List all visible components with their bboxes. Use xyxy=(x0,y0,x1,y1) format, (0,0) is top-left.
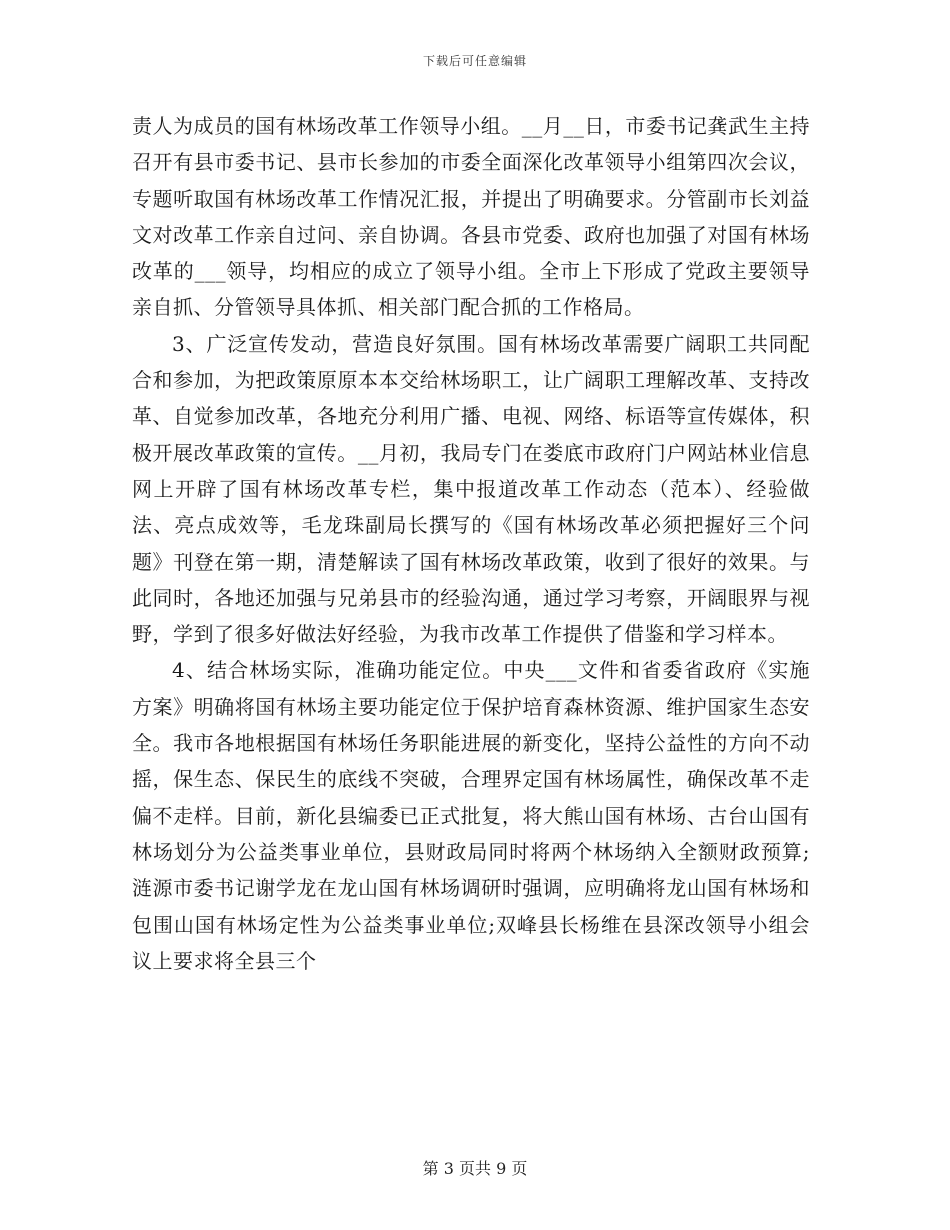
document-body xyxy=(132,108,810,979)
page-footer: 第 3 页共 9 页 xyxy=(422,1159,528,1178)
paragraph-2: 3、广泛宣传发动，营造良好氛围。国有林场改革需要广阔职工共同配合和参加，为把政策原原本本交给林场职工，让广阔职工理解改革、支持改革、自觉参加改革，各地充分利用广播、电视、网络、标语等宣传媒体，积极开展改革政策的宣传。__月初，我局专门在娄底市政府门户网站林业信息网上开辟了国有林场改革专栏，集中报道改革工作动态（范本）、经验做法、亮点成效等，毛龙珠副局长撰写的《国有林场改革必须把握好三个问题》刊登在第一期，清楚解读了国有林场改革政策，收到了很好的效果。与此同时，各地还加强与兄弟县市的经验沟通，通过学习考察，开阔眼界与视野，学到了很多好做法好经验，为我市改革工作提供了借鉴和学习样本。 xyxy=(132,331,810,647)
paragraph-1: 责人为成员的国有林场改革工作领导小组。__月__日，市委书记龚武生主持召开有县市委书记、县市长参加的市委全面深化改革领导小组第四次会议，专题听取国有林场改革工作情况汇报，并提出了明确要求。分管副市长刘益文对改革工作亲自过问、亲自协调。各县市党委、政府也加强了对国有林场改革的___领导，均相应的成立了领导小组。全市上下形成了党政主要领导亲自抓、分管领导具体抓、相关部门配合抓的工作格局。 xyxy=(132,114,810,320)
paragraph-3: 4、结合林场实际，准确功能定位。中央___文件和省委省政府《实施方案》明确将国有林场主要功能定位于保护培育森林资源、维护国家生态安全。我市各地根据国有林场任务职能进展的新变化，坚持公益性的方向不动摇，保生态、保民生的底线不突破，合理界定国有林场属性，确保改革不走偏不走样。目前，新化县编委已正式批复，将大熊山国有林场、古台山国有林场划分为公益类事业单位，县财政局同时将两个林场纳入全额财政预算;涟源市委书记谢学龙在龙山国有林场调研时强调，应明确将龙山国有林场和包围山国有林场定性为公益类事业单位;双峰县长杨维在县深改领导小组会议上要求将全县三个 xyxy=(132,658,810,973)
page-header: 下载后可任意编辑 xyxy=(422,54,527,68)
